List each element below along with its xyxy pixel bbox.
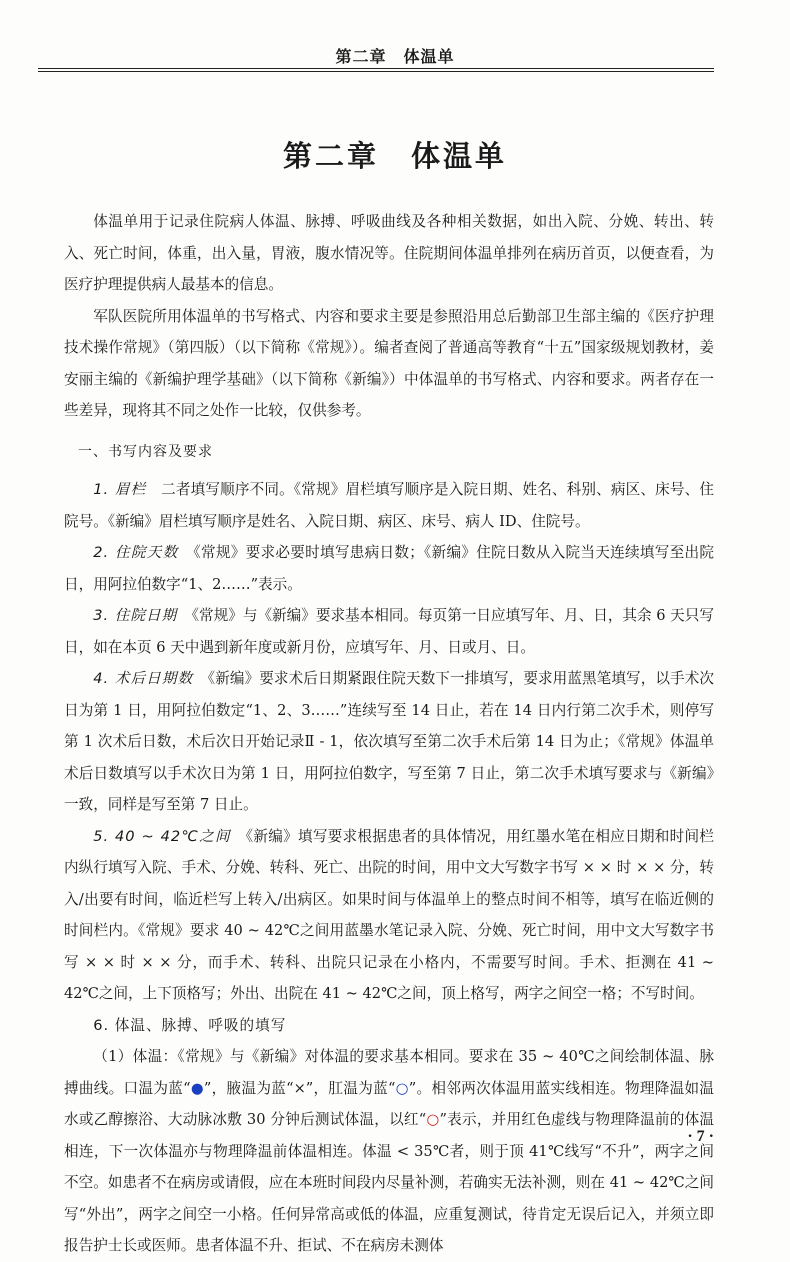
item-1 <box>64 474 714 537</box>
item-2 <box>64 537 714 600</box>
chapter-title: 第二章 体温单 <box>282 139 507 173</box>
item-3-text: 《常规》与《新编》要求基本相同。每页第一日应填写年、月、日，其余 6 天只写日，如在本页 6 天中遇到新年度或新月份，应填写年、月、日或月、日。 <box>64 607 714 656</box>
item-2-lead: 2. 住院天数 <box>93 544 179 561</box>
item-6-1-text-d: ”表示，并用红色虚线与物理降温前的体温相连，下一次体温亦与物理降温前体温相连。体温 < 35℃者，则于顶 41℃线写“不升”，两字之间不空。如患者不在病房或请假，应在本班时间段内尽量补测，若确实无法补测，则在 41 ~ 42℃之间写“外出”，两字之间空一小格。任何异常高或低的体温，应重复测试，待肯定无误后记入，并须立即报告护士长或医师。患者体温不升、拒试、不在病房未测体 <box>64 1111 715 1254</box>
red-circle-icon: ○ <box>426 1111 440 1128</box>
item-3-lead: 3. 住院日期 <box>93 607 178 624</box>
page-number: · 7 · <box>687 1128 714 1145</box>
item-4 <box>64 663 714 821</box>
item-6-1-text-c: ”。相邻两次体温用蓝实线相连。物理降温如温水或乙醇擦浴、大动脉冰敷 30 分钟后测试体温，以红“ <box>64 1079 715 1128</box>
intro-paragraph-1: 体温单用于记录住院病人体温、脉搏、呼吸曲线及各种相关数据，如出入院、分娩、转出、转入、死亡时间，体重，出入量，胃液，腹水情况等。住院期间体温单排列在病历首页，以便查看，为医疗护理提供病人最基本的信息。 <box>64 213 714 293</box>
item-6-lead: 6. 体温、脉搏、呼吸的填写 <box>93 1016 287 1034</box>
blue-dot-icon: ● <box>190 1079 204 1097</box>
item-6-1 <box>64 1041 714 1262</box>
running-header-title: 第二章 体温单 <box>335 47 455 66</box>
item-6-1-text-a: （1）体温：《常规》与《新编》对体温的要求基本相同。要求在 35 ~ 40℃之间绘制体温、脉搏曲线。口温为蓝“ <box>64 1048 714 1097</box>
item-6-heading <box>64 1010 714 1042</box>
item-6-1-text-b: ”，腋温为蓝“×”，肛温为蓝“ <box>203 1079 396 1097</box>
item-5-lead: 5. 40 ~ 42℃之间 <box>93 827 231 845</box>
item-2-text: 《常规》要求必要时填写患病日数；《新编》住院日数从入院当天连续填写至出院日，用阿拉伯数字“1、2……”表示。 <box>64 544 714 593</box>
item-1-text: 二者填写顺序不同。《常规》眉栏填写顺序是入院日期、姓名、科别、病区、床号、住院号。《新编》眉栏填写顺序是姓名、入院日期、病区、床号、病人 ID、住院号。 <box>64 481 714 530</box>
item-4-lead: 4. 术后日期数 <box>93 670 194 687</box>
item-4-text: 《新编》要求术后日期紧跟住院天数下一排填写，要求用蓝黑笔填写，以手术次日为第 1 日，用阿拉伯数定“1、2、3……”连续写至 14 日止，若在 14 日内行第二次手术，则停写第 1 次术后日数，术后次日开始记录Ⅱ - 1，依次填写至第二次手术后第 14 日为止；《常规》体温单术后日数填写以手术次日为第 1 日，用阿拉伯数字，写至第 7 日止，第二次手术填写要求与《新编》一致，同样是写至第 7 日止。 <box>64 670 714 813</box>
body-text <box>64 206 714 1262</box>
item-1-lead: 1. 眉栏 <box>93 481 147 498</box>
blue-circle-icon: ○ <box>395 1079 409 1097</box>
section-heading: 一、书写内容及要求 <box>78 443 213 460</box>
item-3 <box>64 600 714 663</box>
item-5 <box>64 821 714 1010</box>
header-rule <box>38 68 714 72</box>
item-5-text: 《新编》填写要求根据患者的具体情况，用红墨水笔在相应日期和时间栏内纵行填写入院、手术、分娩、转科、死亡、出院的时间，用中文大写数字书写 × × 时 × × 分，转入/出要有时间，临近栏写上转入/出病区。如果时间与体温单上的整点时间不相等，填写在临近侧的时间栏内。《常规》要求 40 ~ 42℃之间用蓝墨水笔记录入院、分娩、死亡时间，用中文大写数字书写 × × 时 × × 分，而手术、转科、出院只记录在小格内，不需要写时间。手术、拒测在 41 ~ 42℃之间，上下顶格写；外出、出院在 41 ~ 42℃之间，顶上格写，两字之间空一格；不写时间。 <box>64 827 714 1002</box>
intro-paragraph-2: 军队医院所用体温单的书写格式、内容和要求主要是参照沿用总后勤部卫生部主编的《医疗护理技术操作常规》（第四版）（以下简称《常规》）。编者查阅了普通高等教育“十五”国家级规划教材，姜安丽主编的《新编护理学基础》（以下简称《新编》）中体温单的书写格式、内容和要求。两者存在一些差异，现将其不同之处作一比较，仅供参考。 <box>64 307 714 419</box>
